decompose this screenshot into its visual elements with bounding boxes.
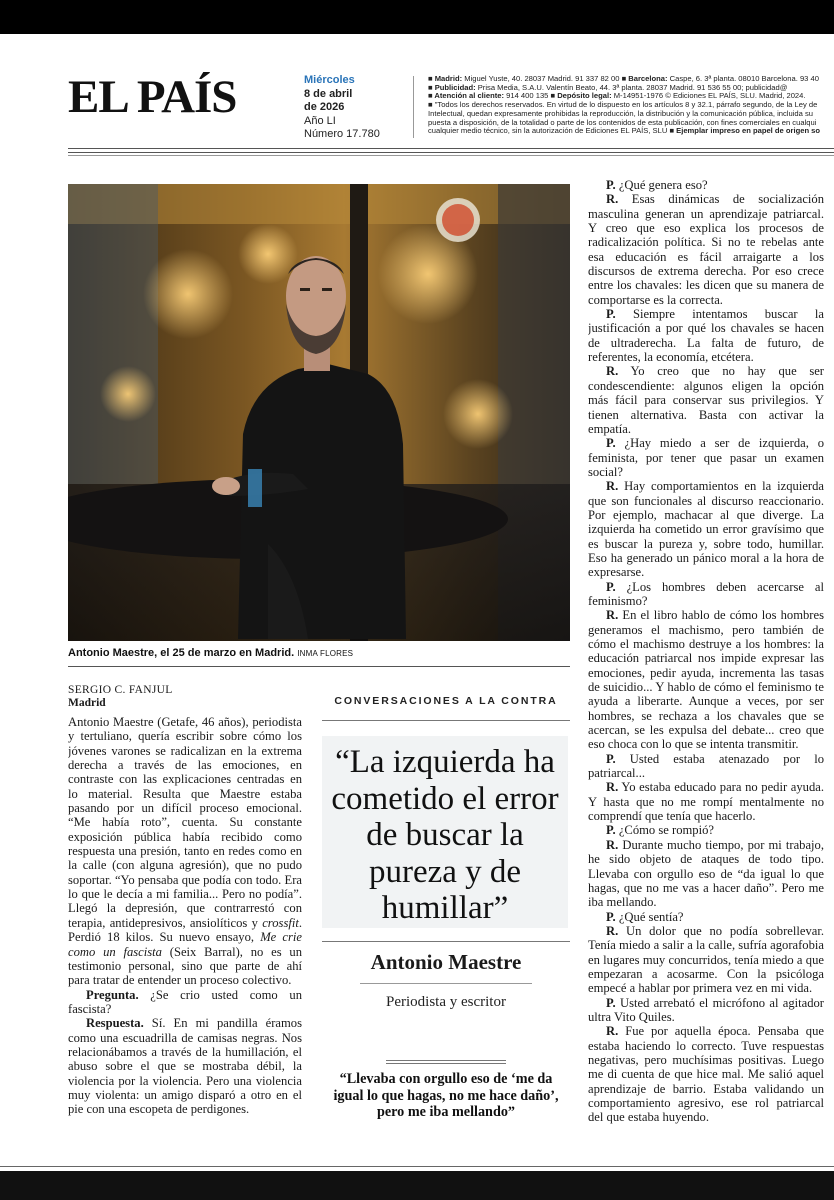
interview-answer: R. Durante mucho tiempo, por mi trabajo, he sido objeto de ataques de todo tipo. Llevaba con orgullo eso de “da igual lo que hagas, que no me vas a hacer daño”. Pero me iba mellando. xyxy=(588,837,824,910)
header-rule xyxy=(68,152,834,153)
byline-city: Madrid xyxy=(68,697,106,709)
section-label: CONVERSACIONES A LA CONTRA xyxy=(334,695,558,707)
photo-caption xyxy=(68,647,570,659)
interview-answer: R. Yo estaba educado para no pedir ayuda. Y hasta que no me rompí mentalmente no comprendí que tenía que hacerlo. xyxy=(588,780,824,824)
edition-year: de 2026 xyxy=(304,101,345,113)
interview-answer: R. Un dolor que no podía sobrellevar. Tenía miedo a salir a la calle, sufría agorafobia en lugares muy concurridos, tenía miedo a que empezaran a acosarme. Con la psicóloga empecé a hablar por primera vez en mi vida. xyxy=(588,923,824,996)
question-paragraph: Pregunta. ¿Se crio usted como un fascista? xyxy=(68,987,302,1016)
headline: “La izquierda ha cometido el error de buscar la pureza y de humillar” xyxy=(322,736,568,928)
header-rule xyxy=(68,155,834,156)
byline xyxy=(68,684,308,710)
pull-quote: “Llevaba con orgullo eso de ‘me da igual lo que hagas, no me hace daño’, pero me iba mellando” xyxy=(333,1071,559,1120)
portrait-photo xyxy=(68,184,570,641)
interview-question: P. ¿Los hombres deben acercarse al feminismo? xyxy=(588,579,824,608)
article-right-column xyxy=(588,178,824,1153)
caption-rule xyxy=(68,666,570,667)
edition-number: Número 17.780 xyxy=(304,128,380,140)
interview-answer: R. Yo creo que no hay que ser condescendiente: algunos eligen la opción más fácil para conservar sus privilegios. Y tienen alternativa. Basta con activar la empatía. xyxy=(588,364,824,436)
header-rule xyxy=(68,148,834,149)
edition-weekday: Miércoles xyxy=(304,74,355,86)
interview-question: P. Siempre intentamos buscar la justificación a por qué los chavales se hacen de ultraderecha. La falta de futuro, de referentes, la economía, etcétera. xyxy=(588,307,824,365)
top-black-bar xyxy=(0,0,834,34)
interview-question: P. ¿Cómo se rompió? xyxy=(606,823,714,838)
edition-date: 8 de abril xyxy=(304,87,353,100)
intro-paragraph: Antonio Maestre (Getafe, 46 años), periodista y tertuliano, quería escribir sobre cómo los jóvenes varones se radicalizan en la extrema derecha a través de las emociones, en contraste con las explicaciones centradas en lo material. Resulta que Maestre estaba pasando por un difícil proceso emocional. “Me había roto”, cuenta. Su constante exposición pública había recibido como respuesta una presión, tanto en redes como en la calle (con alguna agresión), que no pudo soportar. “Yo pensaba que podía con todo. Era lo que le decía a mi familia... Pero no podía”. Llegó la depresión, que contrarrestó con terapia, antidepresivos, ansiolíticos y crossfit. Perdió 18 kilos. Su nuevo ensayo, Me crie como un fascista (Seix Barral), no es un testimonio personal, sino que parte de ahí para tratar de entender un proceso colectivo. xyxy=(68,715,302,988)
edition-volume: Año LI xyxy=(304,114,336,127)
header-divider xyxy=(413,76,414,138)
answer-paragraph: Respuesta. Sí. En mi pandilla éramos como una escuadrilla de camisas negras. Nos relacionábamos a través de la humillación, el abuso sobre el que se mostraba débil, la violencia por la violencia. Pero una violencia muy violenta: un amigo disparó a otro en el pie con una escopeta de perdigones. xyxy=(68,1016,302,1117)
bottom-black-bar xyxy=(0,1171,834,1200)
interviewee-name: Antonio Maestre xyxy=(370,950,522,974)
pullquote-rule xyxy=(386,1063,506,1064)
interviewee-role: Periodista y escritor xyxy=(386,994,506,1010)
interview-answer: R. Hay comportamientos en la izquierda que son funcionales al discurso reaccionario. Por ejemplo, machacar al que diverge. La izquierda ha cometido un error gravísimo que es buscar la pureza y, sobre todo, humillar. Eso ha generado un pánico moral a la hora de expresarse. xyxy=(588,479,824,580)
interview-answer: R. Fue por aquella época. Pensaba que estaba haciendo lo correcto. Tuve respuestas negativas, pero muchísimas positivas. Luego me di cuenta de que hice mal. Me salió aquel aprendizaje de barrio. Estaba validando un comportamiento agresivo, ese rol patriarcal del que estaba huyendo. xyxy=(588,1024,824,1125)
interview-question: P. Usted estaba atenazado por lo patriarcal... xyxy=(588,751,824,781)
legal-notice: ■ Madrid: Miguel Yuste, 40. 28037 Madrid. 91 337 82 00 ■ Barcelona: Caspe, 6. 3ª planta. 08010 Barcelona. 93 40 ■ Publicidad: Prisa Media, S.A.U. Valentín Beato, 44. 3ª planta. 28037 Madrid. 91 536 55 00; publicidad@ ■ Atención al cliente: 914 400 135 ■ Depósito legal: M-14951-1976 © Ediciones EL PAÍS, SLU. Madrid, 2024. ■ "Todos los derechos reservados. En virtud de lo dispuesto en los artículos 8 y 32.1, párrafo segundo, de la Ley de Intelectual, quedan expresamente prohibidas la reproducción, la distribución y la comunicación pública, incluida su puesta a disposición, de la totalidad o parte de los contenidos de esta publicación, con fines comerciales en cualqui cualquier medio técnico, sin la autorización de Ediciones EL PAÍS, SLU ■ Ejemplar impreso en papel de origen so xyxy=(428,75,821,136)
interview-answer: R. Esas dinámicas de socialización masculina generan un aprendizaje patriarcal. Y creo que eso explica los procesos de radicalización política. Si no te rebelas ante esa educación es fácil arraigarte a los discursos de extrema derecha. Por eso crece entre los chavales: les dicen que su manera de comportarse es la correcta. xyxy=(588,192,824,307)
pullquote-rule xyxy=(386,1060,506,1061)
byline-author: SERGIO C. FANJUL xyxy=(68,684,173,696)
interview-question: P. ¿Hay miedo a ser de izquierda, o feminista, por tener que pasar un examen social? xyxy=(588,436,824,479)
footer-rule xyxy=(0,1166,834,1167)
interview-answer: R. En el libro hablo de cómo los hombres generamos el machismo, pero también de cómo el machismo destruye a los hombres: la educación patriarcal nos impide expresar las emociones, pedir ayuda, incrementa las tasas de suicidio... Y hablo de cómo el feminismo te ayuda a liberarte. Aunque a veces, por ser hombres, se rechaza a los chavales que se acercan, se les expulsa del debate... creo que eso choca con lo que se intenta transmitir. xyxy=(588,608,824,752)
headline-rule xyxy=(322,941,570,942)
interviewee-rule xyxy=(360,983,532,984)
section-rule xyxy=(322,720,570,721)
interview-question: P. ¿Qué genera eso? xyxy=(606,178,708,192)
interview-question: P. Usted arrebató el micrófono al agitador ultra Vito Quiles. xyxy=(588,995,824,1024)
caption-credit: INMA FLORES xyxy=(297,649,354,658)
article-left-column xyxy=(68,715,302,1165)
interview-question: P. ¿Qué sentía? xyxy=(606,909,684,924)
masthead-logo: EL PAÍS xyxy=(68,71,237,123)
caption-text: Antonio Maestre, el 25 de marzo en Madrid. xyxy=(68,647,295,659)
edition-info xyxy=(304,74,404,142)
